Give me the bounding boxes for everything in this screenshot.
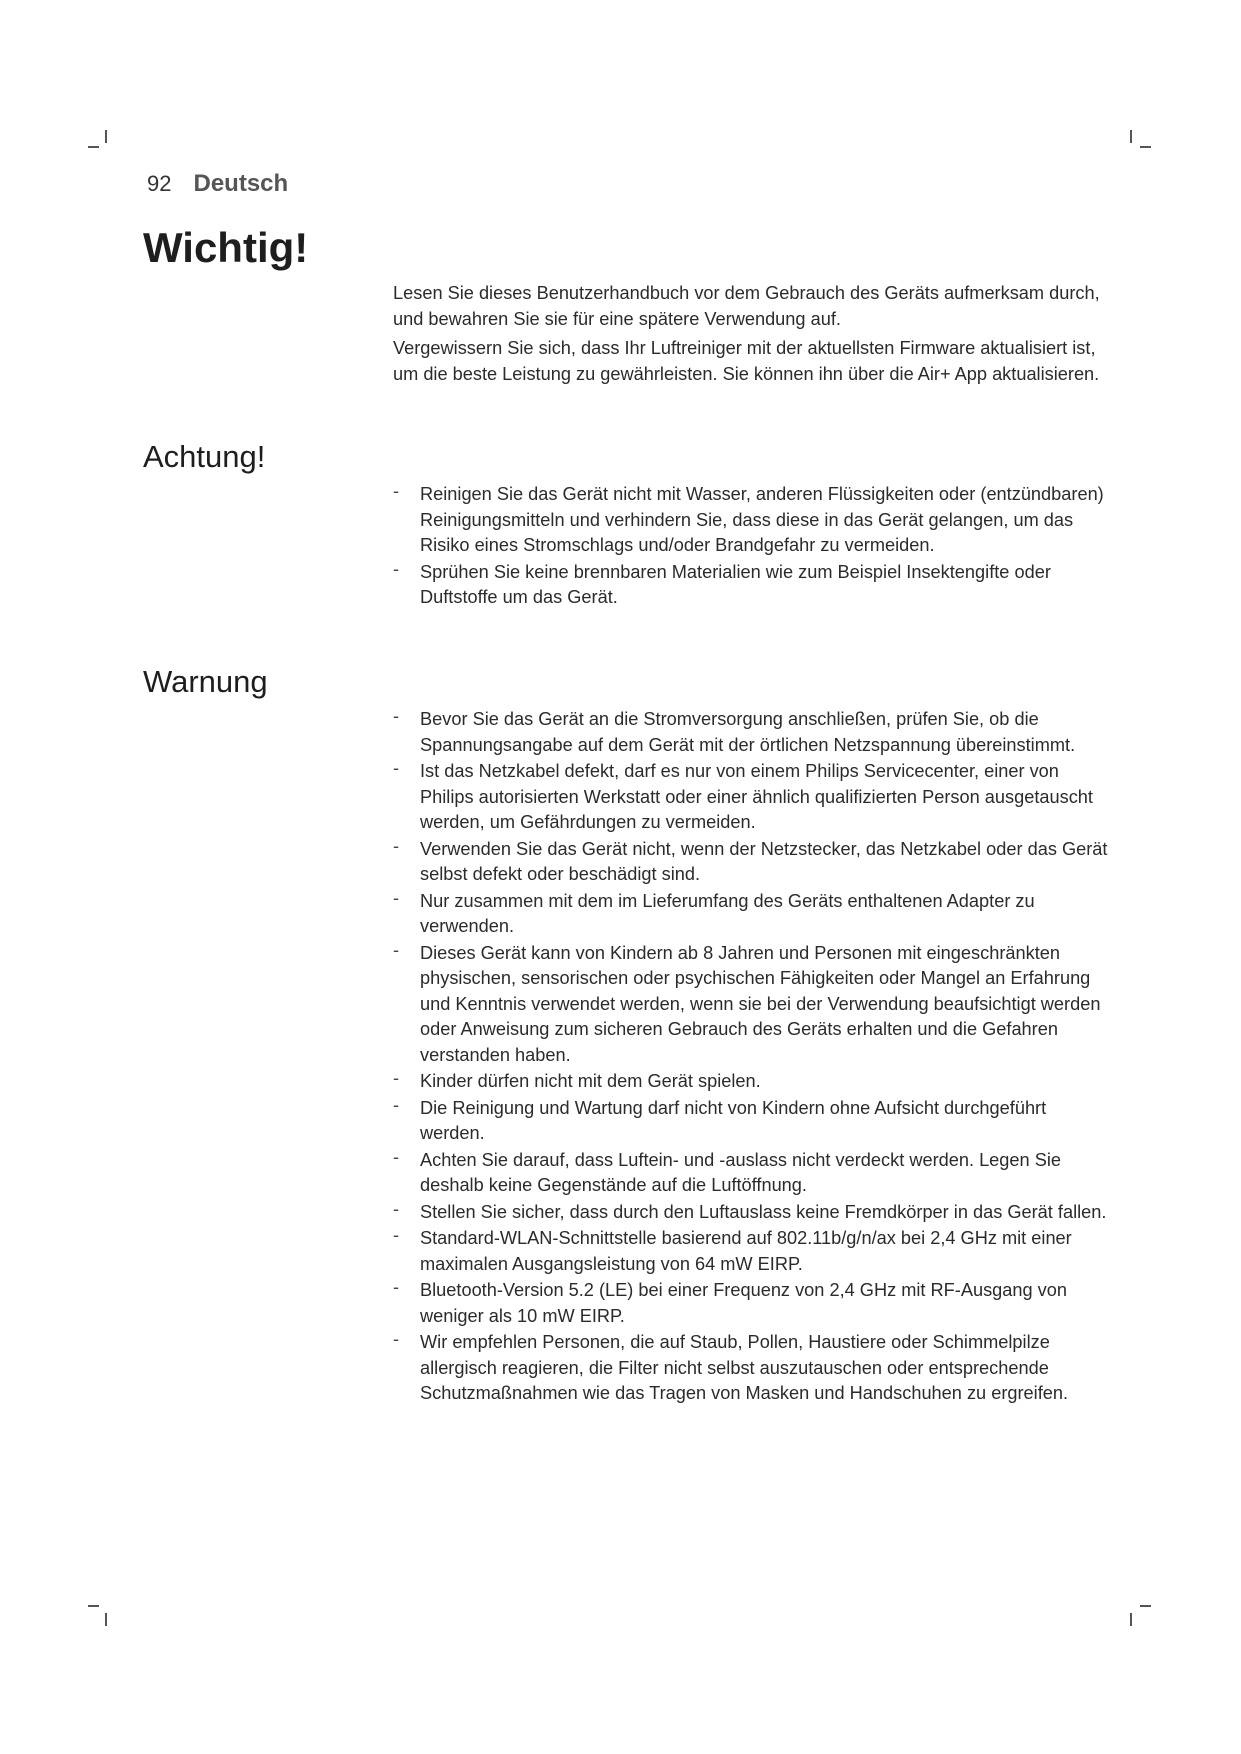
list-item: [393, 1096, 1115, 1147]
crop-mark-top-right-v: [1130, 130, 1132, 143]
list-item-text: Sprühen Sie keine brennbaren Materialien wie zum Beispiel Insektengifte oder Duftstoffe um das Gerät.: [420, 561, 1051, 607]
list-item-text: Ist das Netzkabel defekt, darf es nur von einem Philips Servicecenter, einer von Philips autorisierten Werkstatt oder einer ähnlich qualifizierten Person ausgetauscht werden, um Gefährdungen zu vermeiden.: [420, 761, 1093, 832]
list-item-text: Verwenden Sie das Gerät nicht, wenn der Netzstecker, das Netzkabel oder das Gerät selbst defekt oder beschädigt sind.: [420, 838, 1108, 884]
list-item-text: Stellen Sie sicher, dass durch den Luftauslass keine Fremdkörper in das Gerät fallen.: [420, 1201, 1107, 1222]
list-item: [393, 1330, 1115, 1407]
list-item-text: Nur zusammen mit dem im Lieferumfang des Geräts enthaltenen Adapter zu verwenden.: [420, 890, 1035, 936]
list-item: [393, 1226, 1115, 1277]
achtung-body: [393, 482, 1115, 612]
list-item-text: Wir empfehlen Personen, die auf Staub, Pollen, Haustiere oder Schimmelpilze allergisch reagieren, die Filter nicht selbst auszutauschen oder entsprechende Schutzmaßnahmen wie das Tragen von Masken und Handschuhen zu ergreifen.: [420, 1332, 1069, 1403]
list-item-text: Bevor Sie das Gerät an die Stromversorgung anschließen, prüfen Sie, ob die Spannungsangabe auf dem Gerät mit der örtlichen Netzspannung übereinstimmt.: [420, 709, 1076, 755]
dash-bullet: -: [393, 1225, 400, 1245]
list-item-text: Die Reinigung und Wartung darf nicht von Kindern ohne Aufsicht durchgeführt werden.: [420, 1097, 1047, 1143]
heading-wichtig: Wichtig!: [143, 224, 309, 271]
dash-bullet: -: [393, 1277, 400, 1297]
warnung-body: [393, 707, 1115, 1408]
achtung-list: [393, 482, 1115, 611]
crop-mark-top-left-h: [88, 146, 99, 148]
heading-warnung: Warnung: [143, 664, 268, 699]
page-language: Deutsch: [193, 170, 289, 197]
wichtig-paragraph: Vergewissern Sie sich, dass Ihr Luftreiniger mit der aktuellsten Firmware aktualisiert ist, um die beste Leistung zu gewährleisten. Sie können ihn über die Air+ App aktualisieren.: [393, 338, 1100, 384]
crop-mark-bottom-right-v: [1130, 1613, 1132, 1626]
wichtig-paragraph: Lesen Sie dieses Benutzerhandbuch vor dem Gebrauch des Geräts aufmerksam durch, und bewahren Sie sie für eine spätere Verwendung auf.: [393, 283, 1100, 329]
dash-bullet: -: [393, 481, 400, 501]
list-item: [393, 759, 1115, 836]
dash-bullet: -: [393, 1068, 400, 1088]
list-item: [393, 1200, 1115, 1226]
list-item: [393, 707, 1115, 758]
dash-bullet: -: [393, 1146, 400, 1167]
list-item: [393, 1148, 1115, 1199]
dash-bullet: -: [393, 706, 400, 726]
dash-bullet: -: [393, 1198, 400, 1219]
dash-bullet: -: [393, 558, 400, 579]
dash-bullet: -: [393, 939, 400, 960]
crop-mark-bottom-left-h: [88, 1605, 99, 1607]
list-item: [393, 837, 1115, 888]
list-item: [393, 941, 1115, 1069]
dash-bullet: -: [393, 1329, 400, 1349]
dash-bullet: -: [393, 1094, 400, 1115]
list-item: [393, 1069, 1115, 1095]
crop-mark-bottom-left-v: [105, 1613, 107, 1626]
dash-bullet: -: [393, 835, 400, 856]
page-number: 92: [147, 171, 172, 196]
crop-mark-top-left-v: [105, 130, 107, 143]
page-header: [147, 170, 288, 198]
dash-bullet: -: [393, 758, 400, 778]
list-item-text: Reinigen Sie das Gerät nicht mit Wasser, anderen Flüssigkeiten oder (entzündbaren) Reinigungsmitteln und verhindern Sie, dass diese in das Gerät gelangen, um das Risiko eines Stromschlags und/oder Brandgefahr zu vermeiden.: [420, 484, 1104, 555]
list-item-text: Bluetooth-Version 5.2 (LE) bei einer Frequenz von 2,4 GHz mit RF-Ausgang von weniger als 10 mW EIRP.: [420, 1280, 1067, 1326]
list-item: [393, 482, 1115, 559]
wichtig-body: [393, 281, 1115, 391]
crop-mark-bottom-right-h: [1140, 1605, 1151, 1607]
warnung-list: [393, 707, 1115, 1407]
heading-achtung: Achtung!: [143, 439, 266, 474]
dash-bullet: -: [393, 887, 400, 908]
list-item-text: Achten Sie darauf, dass Luftein- und -auslass nicht verdeckt werden. Legen Sie deshalb keine Gegenstände auf die Luftöffnung.: [420, 1149, 1061, 1195]
list-item: [393, 1278, 1115, 1329]
list-item: [393, 560, 1115, 611]
crop-mark-top-right-h: [1140, 146, 1151, 148]
list-item-text: Kinder dürfen nicht mit dem Gerät spielen.: [420, 1071, 761, 1091]
list-item: [393, 889, 1115, 940]
list-item-text: Standard-WLAN-Schnittstelle basierend auf 802.11b/g/n/ax bei 2,4 GHz mit einer maximalen Ausgangsleistung von 64 mW EIRP.: [420, 1228, 1072, 1274]
list-item-text: Dieses Gerät kann von Kindern ab 8 Jahren und Personen mit eingeschränkten physischen, sensorischen oder psychischen Fähigkeiten oder Mangel an Erfahrung und Kenntnis verwendet werden, wenn sie bei der Verwendung beaufsichtigt werden oder Anweisung zum sicheren Gebrauch des Geräts erhalten und die Gefahren verstanden haben.: [420, 942, 1101, 1065]
